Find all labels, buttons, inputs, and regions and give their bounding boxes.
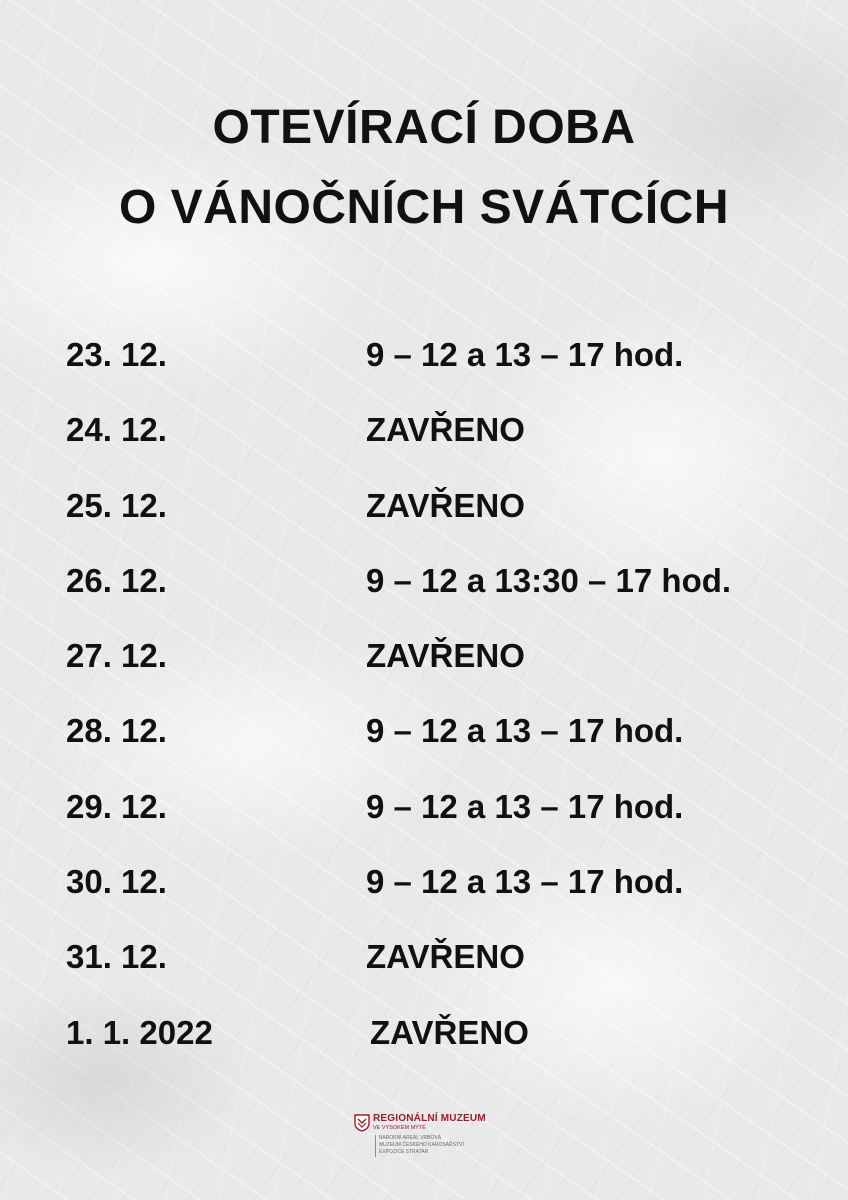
schedule-hours: ZAVŘENO [366,411,525,449]
logo-divider [375,1135,376,1157]
schedule-row [66,929,836,1004]
schedule-date: 27. 12. [66,637,167,675]
schedule-date: 31. 12. [66,938,167,976]
schedule-row [66,779,836,854]
museum-branch: EXPOZICE STRATAR [379,1149,429,1155]
museum-place: VE VYSOKÉM MÝTĚ [373,1125,426,1131]
schedule-date: 23. 12. [66,336,167,373]
opening-hours-list [66,327,836,1080]
schedule-hours: 9 – 12 a 13 – 17 hod. [366,863,684,901]
schedule-hours: ZAVŘENO [366,486,525,524]
schedule-hours: 9 – 12 a 13 – 17 hod. [366,787,684,825]
schedule-date: 1. 1. 2022 [66,1013,213,1051]
title-line-1: OTEVÍRACÍ DOBA [212,101,636,154]
schedule-row [66,703,836,778]
museum-shield-icon [354,1114,370,1132]
schedule-row [66,402,836,477]
schedule-row [66,553,836,628]
museum-branches [379,1135,464,1156]
schedule-date: 24. 12. [66,411,167,449]
schedule-row [66,628,836,703]
schedule-date: 26. 12. [66,561,167,599]
schedule-date: 28. 12. [66,712,167,750]
schedule-hours: 9 – 12 a 13:30 – 17 hod. [366,561,732,599]
schedule-date: 25. 12. [66,486,167,524]
schedule-hours: 9 – 12 a 13 – 17 hod. [366,336,684,373]
museum-branch: BAROKNÍ AREÁL VRBOVÁ [379,1135,442,1141]
schedule-row [66,854,836,929]
schedule-hours: ZAVŘENO [370,1013,529,1051]
schedule-row [66,1005,836,1080]
museum-logo [354,1112,514,1162]
page-title [0,88,848,248]
schedule-hours: 9 – 12 a 13 – 17 hod. [366,712,684,750]
museum-name: REGIONÁLNÍ MUZEUM [373,1113,486,1124]
schedule-date: 29. 12. [66,787,167,825]
schedule-date: 30. 12. [66,863,167,901]
schedule-hours: ZAVŘENO [366,637,525,675]
museum-branch: MUZEUM ČESKÉHO KAROSÁŘSTVÍ [379,1142,464,1148]
schedule-hours: ZAVŘENO [366,938,525,976]
schedule-row [66,327,836,402]
schedule-row [66,478,836,553]
title-line-2: O VÁNOČNÍCH SVÁTCÍCH [118,181,730,234]
